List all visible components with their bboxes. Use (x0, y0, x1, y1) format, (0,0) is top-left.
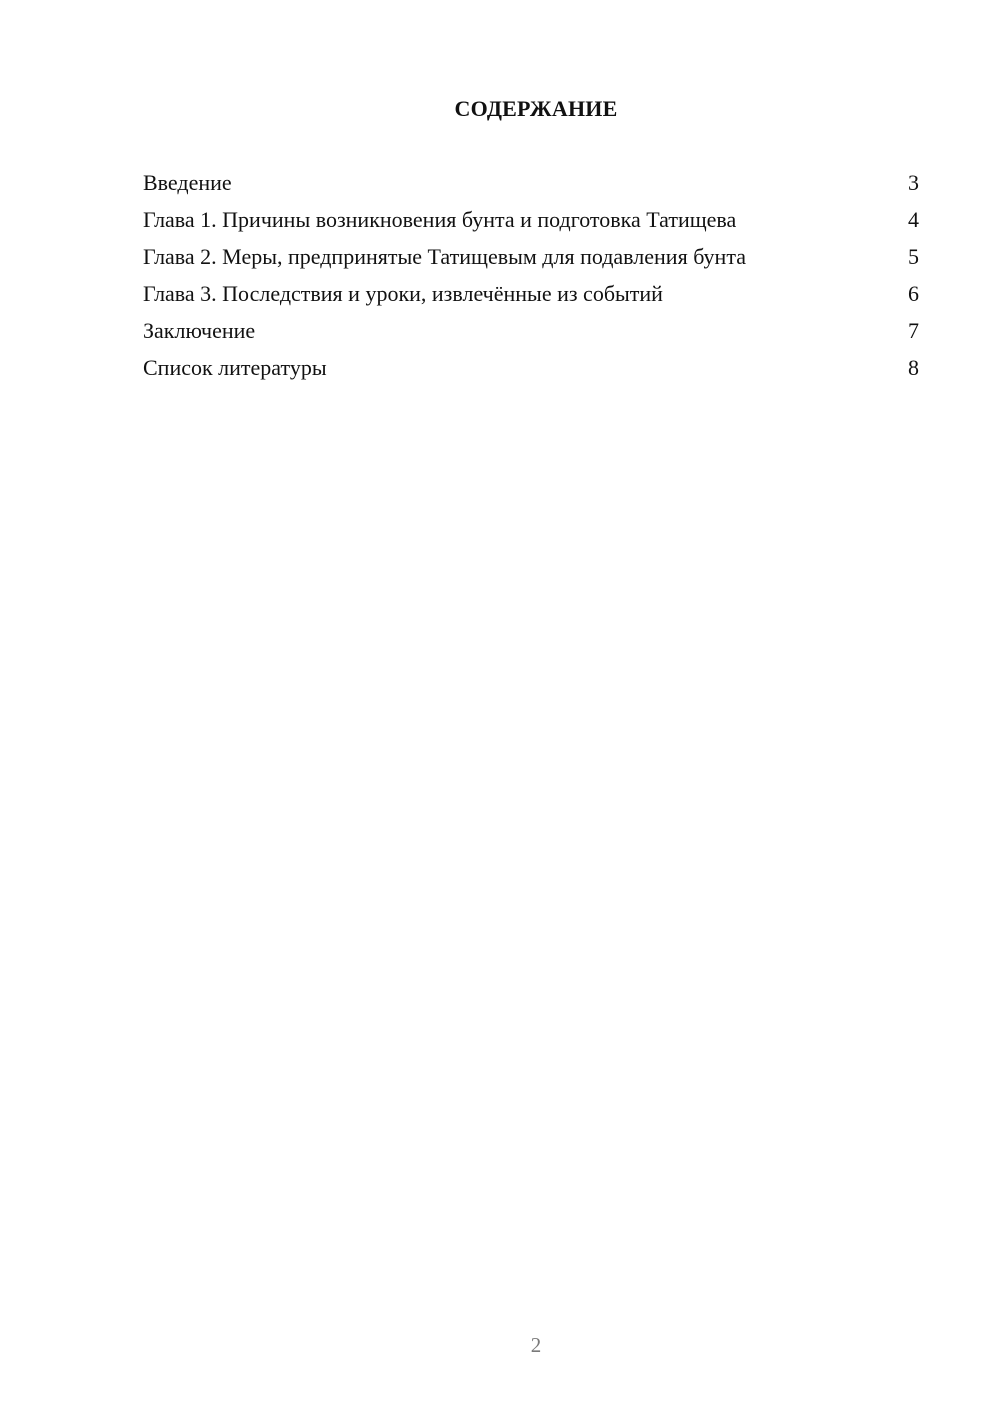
toc-entry-page: 5 (908, 244, 919, 269)
toc-entry-label: Введение (143, 170, 232, 195)
toc-entry-page: 4 (908, 207, 919, 232)
table-of-contents (143, 170, 919, 392)
toc-entry-label: Заключение (143, 318, 256, 343)
toc-entry-label: Глава 2. Меры, предпринятые Татищевым для подавления бунта (143, 244, 746, 269)
toc-entry-conclusion (143, 318, 919, 344)
toc-entry-chapter-3 (143, 281, 919, 307)
toc-entry-page: 3 (908, 170, 919, 195)
toc-entry-label: Список литературы (143, 355, 327, 380)
toc-entry-page: 8 (908, 355, 919, 380)
toc-entry-page: 6 (908, 281, 919, 306)
toc-entry-chapter-1 (143, 207, 919, 233)
toc-entry-label: Глава 3. Последствия и уроки, извлечённые из событий (143, 281, 663, 306)
toc-entry-introduction (143, 170, 919, 196)
toc-entry-page: 7 (908, 318, 919, 343)
page-number: 2 (530, 1333, 542, 1357)
page-title: СОДЕРЖАНИЕ (454, 96, 618, 121)
toc-entry-label: Глава 1. Причины возникновения бунта и подготовка Татищева (143, 207, 737, 232)
toc-entry-chapter-2 (143, 244, 919, 270)
toc-entry-bibliography (143, 355, 919, 381)
